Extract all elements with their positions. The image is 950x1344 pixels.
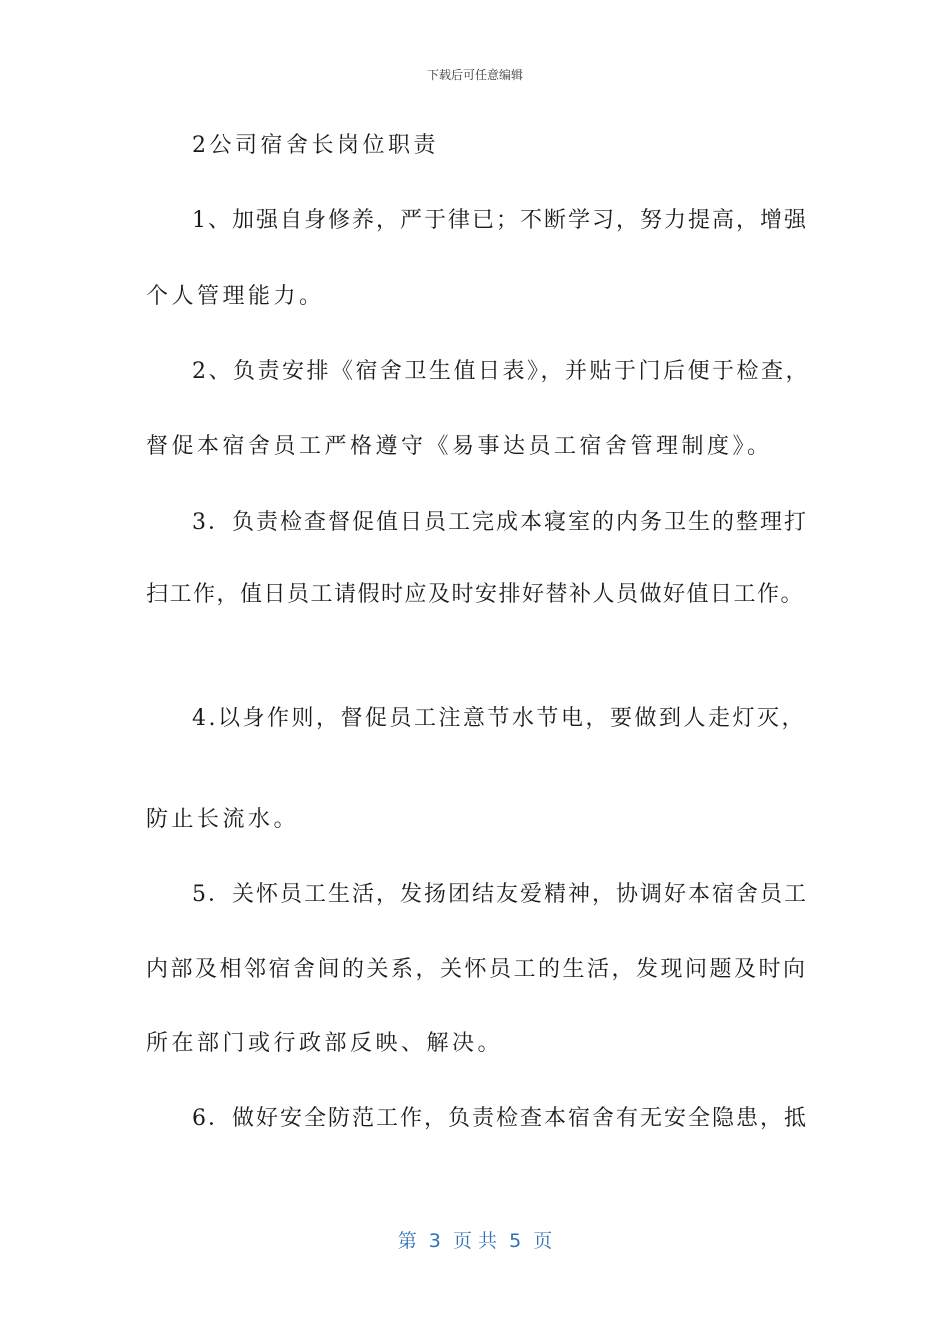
text-line: 6．做好安全防范工作，负责检查本宿舍有无安全隐患，抵 [192,1106,808,1131]
page-footer: 第 3 页 共 5 页 [397,1230,553,1252]
text-line: 4.以身作则，督促员工注意节水节电，要做到人走灯灭， [192,706,806,731]
text-line: 1、加强自身修养，严于律已；不断学习，努力提高，增强 [192,208,808,233]
text-line: 个人管理能力。 [146,284,325,309]
text-line: 2公司宿舍长岗位职责 [192,133,439,158]
text-line: 2、负责安排《宿舍卫生值日表》，并贴于门后便于检查， [192,359,810,384]
text-line: 5．关怀员工生活，发扬团结友爱精神，协调好本宿舍员工 [192,882,808,907]
text-line: 督促本宿舍员工严格遵守《易事达员工宿舍管理制度》。 [146,434,773,459]
text-line: 扫工作，值日员工请假时应及时安排好替补人员做好值日工作。 [146,582,805,607]
text-line: 防止长流水。 [146,807,300,832]
text-line: 所在部门或行政部反映、解决。 [146,1031,504,1056]
header-note: 下载后可任意编辑 [426,68,523,82]
text-line: 内部及相邻宿舍间的关系，关怀员工的生活，发现问题及时向 [146,957,808,982]
text-line: 3．负责检查督促值日员工完成本寝室的内务卫生的整理打 [192,510,808,535]
